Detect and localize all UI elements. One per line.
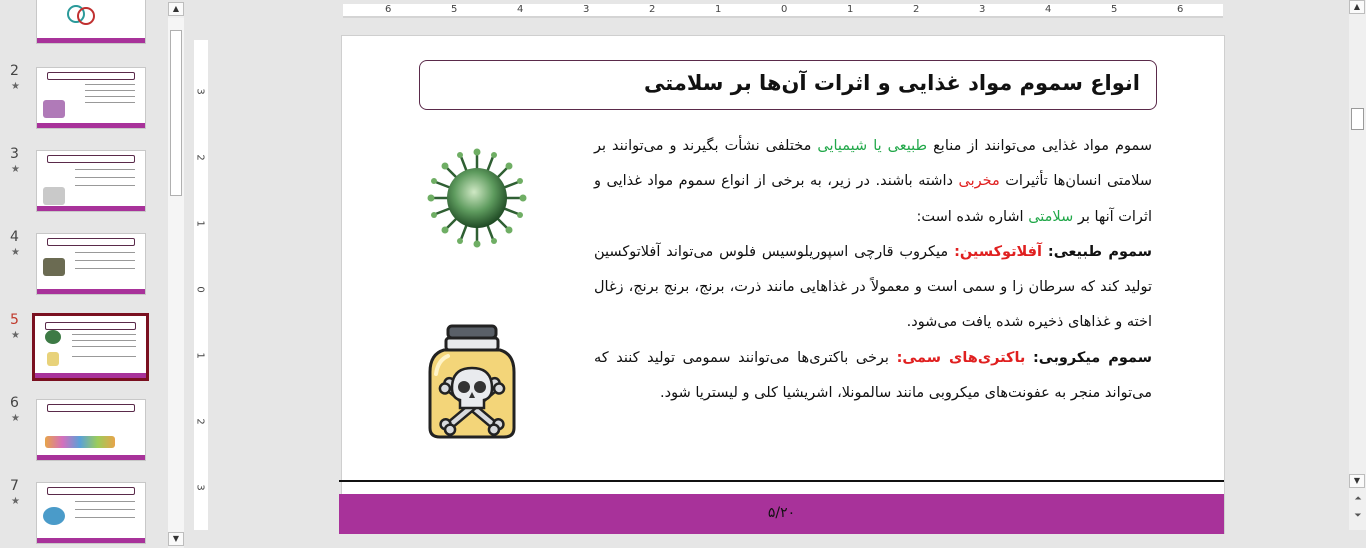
ruler-tick-label: 5 xyxy=(1111,4,1118,15)
slide-thumbnail-3[interactable] xyxy=(36,150,146,212)
text-line xyxy=(72,334,136,335)
ruler-tick-label: 0 xyxy=(781,4,788,15)
slide-thumbnail-4[interactable] xyxy=(36,233,146,295)
scrollbar-thumb[interactable] xyxy=(1351,108,1364,130)
thumbnail-footer xyxy=(37,455,145,460)
ruler-tick-label: 3 xyxy=(194,484,206,491)
virus-icon xyxy=(45,330,61,344)
scroll-up-button[interactable]: ▲ xyxy=(1349,0,1365,14)
text-line xyxy=(85,90,135,91)
paragraph-natural-toxins xyxy=(594,235,1152,341)
ruler-tick-label: 4 xyxy=(517,4,524,15)
thumbnail-title xyxy=(47,72,135,80)
scroll-down-button[interactable]: ▼ xyxy=(1349,474,1365,488)
ruler-tick-label: 1 xyxy=(194,220,206,227)
page-number: ۵/۲۰ xyxy=(767,505,796,521)
ruler-tick-label: 3 xyxy=(194,88,206,95)
paragraph-intro xyxy=(594,129,1152,235)
thumbnail-footer xyxy=(37,289,145,294)
slide-thumbnail-2[interactable] xyxy=(36,67,146,129)
highlight-red: مخربی xyxy=(958,173,1000,190)
ruler-tick-label: 3 xyxy=(583,4,590,15)
microscope-icon xyxy=(43,187,65,205)
ruler-tick-label: 3 xyxy=(979,4,986,15)
star-icon: ★ xyxy=(11,81,20,92)
star-icon: ★ xyxy=(11,247,20,258)
thumbnail-title xyxy=(47,238,135,246)
text-run: اشاره شده است: xyxy=(916,208,1024,225)
text-run: سموم مواد غذایی می‌توانند از منابع xyxy=(933,138,1152,154)
text-line xyxy=(72,340,136,341)
label-bold: سموم میکروبی: xyxy=(1032,349,1152,366)
ruler-tick-label: 2 xyxy=(194,418,206,425)
text-line xyxy=(75,169,135,170)
text-line xyxy=(72,346,136,347)
text-line xyxy=(85,102,135,103)
highlight-red: آفلاتوکسین: xyxy=(954,243,1043,260)
slide-number: 4 xyxy=(10,229,19,245)
thumbnail-footer xyxy=(37,38,145,43)
food-icons xyxy=(45,436,115,448)
slide-thumbnail-6[interactable] xyxy=(36,399,146,461)
text-line xyxy=(75,517,135,518)
ruler-tick-label: 1 xyxy=(847,4,854,15)
thumbnail-footer xyxy=(37,538,145,543)
slide-footer-bar xyxy=(339,494,1224,534)
scroll-down-button[interactable]: ▼ xyxy=(168,532,184,546)
slide-number: 7 xyxy=(10,478,19,494)
body-text-box[interactable] xyxy=(594,129,1152,411)
slide-thumbnail-1[interactable] xyxy=(36,0,146,44)
slide-number: 3 xyxy=(10,146,19,162)
scroll-up-button[interactable]: ▲ xyxy=(168,2,184,16)
globe-icon xyxy=(43,507,65,525)
text-run: میکروب قارچی اسپوریلوسیس فلوس می‌تواند آفلاتوکسین تولید کند که سرطان زا و سمی است و معمولاً در غذاهایی مانند ذرت، برنج، برنج برنج، زغال اخته و غذاهای ذخیره شده یافت می‌شود. xyxy=(594,243,1152,331)
title-box[interactable] xyxy=(419,60,1157,110)
highlight-green: طبیعی یا شیمیایی xyxy=(817,138,928,154)
previous-slide-icon[interactable]: ⏶ xyxy=(1354,494,1362,504)
thumbnail-title xyxy=(47,155,135,163)
slide-thumbnail-7[interactable] xyxy=(36,482,146,544)
star-icon: ★ xyxy=(11,496,20,507)
text-line xyxy=(85,84,135,85)
star-icon: ★ xyxy=(11,164,20,175)
poison-icon xyxy=(47,352,59,366)
label-bold: سموم طبیعی: xyxy=(1047,243,1153,260)
text-line xyxy=(72,356,136,357)
ruler-tick-label: 1 xyxy=(715,4,722,15)
scrollbar-thumb[interactable] xyxy=(170,30,182,196)
text-run: برخی باکتری‌ها می‌توانند سمومی تولید کنند که می‌تواند منجر به عفونت‌های میکروبی مانند سالمونلا، اشریشیا کلی و لیستریا شود. xyxy=(594,349,1152,402)
thumbnail-title xyxy=(47,404,135,412)
poison-jar-icon[interactable] xyxy=(426,324,518,440)
ruler-tick-label: 1 xyxy=(194,352,206,359)
slide-canvas[interactable] xyxy=(342,36,1224,533)
text-line xyxy=(75,260,135,261)
ruler-tick-label: 5 xyxy=(451,4,458,15)
text-line xyxy=(85,96,135,97)
text-line xyxy=(75,268,135,269)
slide-title: انواع سموم مواد غذایی و اثرات آن‌ها بر سلامتی xyxy=(644,71,1140,95)
slide-thumbnail-5-selected[interactable] xyxy=(32,313,149,381)
ruler-tick-label: 2 xyxy=(913,4,920,15)
paragraph-microbial-toxins xyxy=(594,341,1152,412)
next-slide-icon[interactable]: ⏷ xyxy=(1354,511,1362,521)
thumbnail-title xyxy=(47,487,135,495)
thumbnail-footer xyxy=(35,373,146,378)
ruler-tick-label: 0 xyxy=(194,286,206,293)
slide-number: 6 xyxy=(10,395,19,411)
ruler-tick-label: 2 xyxy=(649,4,656,15)
text-line xyxy=(75,185,135,186)
text-run: مختلفی نشأت بگیرند و می‌توانند بر سلامتی انسان‌ها تأثیرات xyxy=(594,138,1152,190)
star-icon: ★ xyxy=(11,413,20,424)
ruler-tick-label: 6 xyxy=(1177,4,1184,15)
ruler-tick-label: 2 xyxy=(194,154,206,161)
ruler-tick-label: 4 xyxy=(1045,4,1052,15)
thumbnail-title xyxy=(45,322,136,330)
ruler-tick-label: 6 xyxy=(385,4,392,15)
highlight-green: سلامتی xyxy=(1028,208,1074,225)
text-line xyxy=(75,509,135,510)
text-line xyxy=(75,501,135,502)
machine-icon xyxy=(43,258,65,276)
virus-icon[interactable] xyxy=(422,148,532,248)
slide-thumbnails-panel xyxy=(0,0,166,548)
footer-divider-line xyxy=(339,480,1224,482)
slide-number: 2 xyxy=(10,63,19,79)
highlight-red: باکتری‌های سمی: xyxy=(896,349,1026,366)
circle-icon xyxy=(77,7,95,25)
star-icon: ★ xyxy=(11,330,20,341)
books-icon xyxy=(43,100,65,118)
slide-scrollbar[interactable] xyxy=(1349,0,1366,530)
thumbnail-footer xyxy=(37,206,145,211)
slide-number: 5 xyxy=(10,312,19,328)
horizontal-ruler[interactable] xyxy=(343,4,1223,18)
thumbnail-scrollbar[interactable] xyxy=(168,2,184,548)
thumbnail-footer xyxy=(37,123,145,128)
text-line xyxy=(75,177,135,178)
text-run: داشته باشند. در زیر، به برخی از انواع سموم مواد غذایی و اثرات آنها بر xyxy=(594,173,1152,225)
vertical-ruler[interactable] xyxy=(194,40,208,530)
text-line xyxy=(75,252,135,253)
